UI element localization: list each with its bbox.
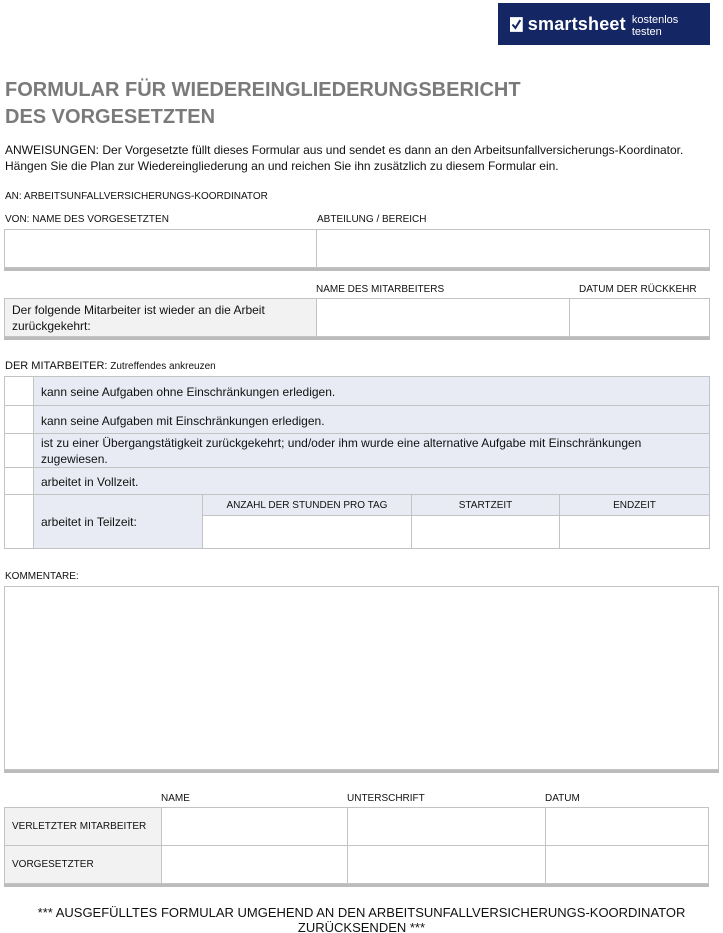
supervisor-date-field[interactable] [545, 845, 709, 884]
supervisor-name-field[interactable] [4, 229, 317, 268]
page-title-line2: DES VORGESETZTEN [5, 106, 216, 128]
option-label: kann seine Aufgaben ohne Einschränkungen erledigen. [41, 385, 336, 399]
end-time-header: ENDZEIT [559, 494, 710, 516]
sig-name-header: NAME [161, 793, 190, 804]
supervisor-name-field[interactable] [161, 845, 348, 884]
sig-signature-header: UNTERSCHRIFT [347, 793, 425, 804]
checkbox-part-time[interactable] [4, 494, 34, 549]
instructions-text: Der Vorgesetzte füllt dieses Formular aus und sendet es dann an den Arbeitsunfallversicherungs-Koordinator. Hängen Sie die Plan zur Wiedereingliederung an und reichen Sie ihn zusätzlich zu diesem Formular ein. [5, 143, 684, 173]
page-title-line1: FORMULAR FÜR WIEDEREINGLIEDERUNGSBERICHT [5, 79, 521, 101]
instructions-label: ANWEISUNGEN: [5, 143, 100, 157]
option-transitional-duty [33, 433, 710, 468]
employee-name-field[interactable] [316, 298, 570, 337]
comments-field[interactable] [4, 586, 719, 770]
sig-row-label-supervisor: VORGESETZTER [4, 845, 162, 884]
option-part-time [33, 494, 203, 549]
from-dept-label: ABTEILUNG / BEREICH [317, 214, 427, 225]
option-no-restrictions [33, 376, 710, 406]
hours-per-day-header: ANZAHL DER STUNDEN PRO TAG [202, 494, 412, 516]
option-full-time [33, 467, 710, 495]
brand-tagline: kostenlos testen [631, 13, 679, 38]
injured-date-field[interactable] [545, 807, 709, 846]
comments-label: KOMMENTARE: [5, 571, 79, 582]
checkbox-transitional-duty[interactable] [4, 433, 34, 468]
sig-row-label-injured: VERLETZTER MITARBEITER [4, 807, 162, 846]
return-date-field[interactable] [569, 298, 710, 337]
smartsheet-check-icon [510, 17, 523, 32]
status-hint: Zutreffendes ankreuzen [107, 361, 216, 372]
checkbox-full-time[interactable] [4, 467, 34, 495]
option-label: arbeitet in Vollzeit. [41, 475, 139, 489]
department-field[interactable] [316, 229, 710, 268]
start-time-header: STARTZEIT [411, 494, 560, 516]
option-label: kann seine Aufgaben mit Einschränkungen erledigen. [41, 414, 325, 428]
checkbox-no-restrictions[interactable] [4, 376, 34, 406]
supervisor-signature-field[interactable] [347, 845, 546, 884]
from-name-label: VON: NAME DES VORGESETZTEN [5, 214, 169, 225]
return-date-header: DATUM DER RÜCKKEHR [579, 284, 697, 295]
divider [4, 770, 719, 773]
brand-name: smartsheet [527, 13, 626, 34]
divider [4, 337, 710, 340]
checkbox-with-restrictions[interactable] [4, 405, 34, 434]
status-label: DER MITARBEITER: Zutreffendes ankreuzen [5, 360, 216, 372]
option-label: arbeitet in Teilzeit: [41, 515, 137, 529]
instructions [5, 142, 705, 174]
option-with-restrictions [33, 405, 710, 434]
injured-signature-field[interactable] [347, 807, 546, 846]
employee-name-header: NAME DES MITARBEITERS [316, 284, 445, 295]
end-time-field[interactable] [559, 515, 710, 549]
employee-statement-cell [4, 298, 317, 337]
injured-name-field[interactable] [161, 807, 348, 846]
sig-date-header: DATUM [545, 793, 580, 804]
start-time-field[interactable] [411, 515, 560, 549]
smartsheet-banner[interactable] [498, 3, 710, 45]
divider [4, 884, 709, 887]
hours-per-day-field[interactable] [202, 515, 412, 549]
divider [4, 268, 710, 271]
to-label: AN: ARBEITSUNFALLVERSICHERUNGS-KOORDINATOR [5, 191, 268, 202]
employee-statement: Der folgende Mitarbeiter ist wieder an die Arbeit zurückgekehrt: [12, 303, 265, 333]
page-title [5, 77, 521, 131]
footer-notice: *** AUSGEFÜLLTES FORMULAR UMGEHEND AN DEN ARBEITSUNFALLVERSICHERUNGS-KOORDINATOR ZURÜCKSENDEN *** [37, 905, 686, 933]
option-label: ist zu einer Übergangstätigkeit zurückgekehrt; und/oder ihm wurde eine alternative Aufgabe mit Einschränkungen zugewiesen. [41, 436, 642, 466]
